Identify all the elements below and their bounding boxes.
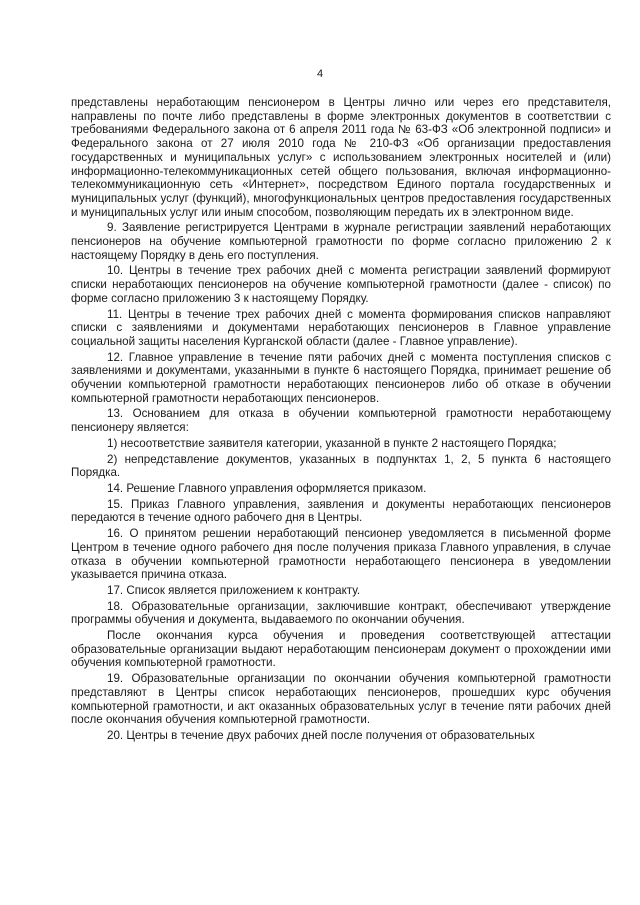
paragraph: 2) непредставление документов, указанных в подпунктах 1, 2, 5 пункта 6 настоящего Порядка. — [71, 452, 611, 480]
paragraph: 19. Образовательные организации по окончании обучения компьютерной грамотности представляют в Центры список неработающих пенсионеров, прошедших курс обучения компьютерной грамотности, и акт оказанных образовательных услуг в течение пяти рабочих дней после окончания обучения компьютерной грамотности. — [71, 672, 611, 727]
paragraph: 9. Заявление регистрируется Центрами в журнале регистрации заявлений неработающих пенсионеров на обучение компьютерной грамотности по форме согласно приложению 2 к настоящему Порядку в день его поступления. — [71, 221, 611, 262]
paragraph: После окончания курса обучения и проведения соответствующей аттестации образовательные организации выдают неработающим пенсионерам документ о прохождении ими обучения компьютерной грамотности. — [71, 629, 611, 670]
page-number: 4 — [316, 68, 324, 80]
paragraph: 1) несоответствие заявителя категории, указанной в пункте 2 настоящего Порядка; — [107, 436, 557, 450]
paragraph: 16. О принятом решении неработающий пенсионер уведомляется в письменной форме Центром в течение одного рабочего дня после получения приказа Главного управления, в случае отказа в обучении компьютерной грамотности неработающего пенсионера в уведомлении указывается причина отказа. — [71, 527, 611, 582]
paragraph: 20. Центры в течение двух рабочих дней после получения от образовательных — [107, 728, 535, 742]
paragraph: представлены неработающим пенсионером в Центры лично или через его представителя, направлены по почте либо представлены в форме электронных документов в соответствии с требованиями Федерального закона от 6 апреля 2011 года № 63-ФЗ «Об электронной подписи» и Федерального закона от 27 июля 2010 года № 210-ФЗ «Об организации предоставления государственных и муниципальных услуг» с использованием электронных носителей и (или) информационно-телекоммуникационных сетей общего пользования, включая информационно-телекоммуникационную сеть «Интернет», посредством Единого портала государственных и муниципальных услуг (функций), многофункциональных центров предоставления государственных и муниципальных услуг или иным способом, позволяющим передать их в электронном виде. — [71, 96, 611, 219]
paragraph: 17. Список является приложением к контракту. — [107, 583, 361, 597]
paragraph: 18. Образовательные организации, заключившие контракт, обеспечивают утверждение программы обучения и документа, выдаваемого по окончании обучения. — [71, 599, 611, 627]
paragraph: 12. Главное управление в течение пяти рабочих дней с момента поступления списков с заявлениями и документами, указанными в пункте 6 настоящего Порядка, принимает решение об обучении компьютерной грамотности неработающих пенсионеров либо об отказе в обучении компьютерной грамотности неработающих пенсионеров. — [71, 350, 611, 405]
paragraph: 13. Основанием для отказа в обучении компьютерной грамотности неработающему пенсионеру является: — [71, 407, 611, 435]
paragraph: 15. Приказ Главного управления, заявления и документы неработающих пенсионеров передаются в течение одного рабочего дня в Центры. — [71, 497, 611, 525]
document-body — [71, 96, 611, 745]
paragraph: 10. Центры в течение трех рабочих дней с момента регистрации заявлений формируют списки неработающих пенсионеров на обучение компьютерной грамотности (далее - список) по форме согласно приложению 3 к настоящему Порядку. — [71, 264, 611, 305]
paragraph: 14. Решение Главного управления оформляется приказом. — [107, 481, 427, 495]
paragraph: 11. Центры в течение трех рабочих дней с момента формирования списков направляют списки с заявлениями и документами неработающих пенсионеров в Главное управление социальной защиты населения Курганской области (далее - Главное управление). — [71, 307, 611, 348]
